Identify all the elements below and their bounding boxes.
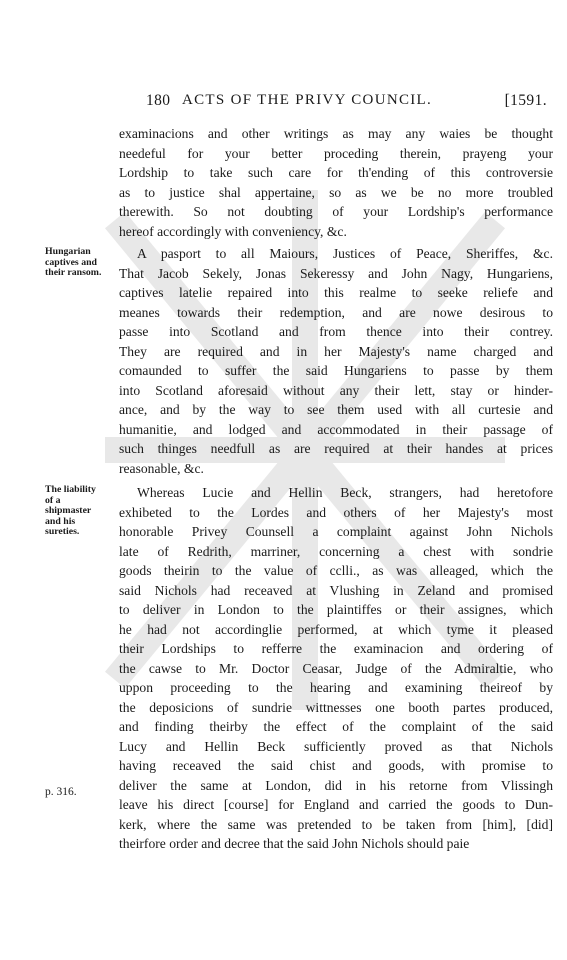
text-line: That Jacob Sekely, Jonas Sekeressy and John Nagy, Hungariens, [119,265,553,281]
text-line: to deliver in London to the plaintiffes or their assignes, which [119,602,553,617]
text-line: such thinges needfull as are required at their handes at prices [119,441,553,456]
text-line: as to justice shal appertaine, so as we be no more troubled [119,184,553,200]
text-line: passe into Scotland and from thence into their contrey. [119,324,553,339]
text-line: honorable Privey Counsell a complaint against John Nichols [119,524,553,539]
text-line: examinacions and other writings as may any waies be thought [119,126,553,141]
marginal-note-shipmaster-liability: The liability of a shipmaster and his sureties. [45,484,96,537]
text-line: ance, and by the way to see them used with all curtesie and [119,402,553,417]
text-line: and finding theirby the effect of the complaint of the said [119,719,553,734]
text-line: deliver the same at London, did in his retorne from Vlissingh [119,777,553,793]
text-line: the cawse to Mr. Doctor Ceasar, Judge of the Admiraltie, who [119,660,553,676]
paragraph-pasport [119,244,553,478]
text-line: Lordship to take such care for th'ending of this controversie [119,165,553,180]
running-title: ACTS OF THE PRIVY COUNCIL. [182,92,433,108]
text-line: needeful for your better proceding therein, prayeng your [119,145,553,161]
marginal-note-hungarian-captives: Hungarian captives and their ransom. [45,246,102,278]
text-line: leave his direct [course] for England and carried the goods to Dun- [119,797,553,812]
text-line: reasonable, &c. [119,460,204,476]
text-line: goods theirin to the value of cclli., as was alleaged, which the [119,563,553,578]
text-line: comaunded to suffer the said Hungariens to passe by them [119,363,553,378]
text-line: theirfore order and decree that the said John Nichols should paie [119,836,470,851]
text-line: said Nichols had receaved at Vlushing in Zeland and promised [119,582,553,598]
year-marker: [1591. [504,92,547,109]
text-line: They are required and in her Majesty's name charged and [119,343,553,359]
text-line: into Scotland aforesaid without any their lett, stay or hinder- [119,382,553,398]
text-line: Lucy and Hellin Beck sufficiently proved as that Nichols [119,738,553,754]
text-line: having receaved the said chist and goods, with promise to [119,758,553,773]
text-line: humanitie, and lodged and accommodated in their passage of [119,421,553,437]
text-line: hereof accordingly with conveniency, &c. [119,223,347,239]
text-line: A pasport to all Maiours, Justices of Peace, Sheriffes, &c. [137,246,553,261]
text-line: kerk, where the same was pretended to be taken from [him], [did] [119,816,553,832]
text-line: Whereas Lucie and Hellin Beck, strangers, had heretofore [137,485,553,500]
paragraph-continuation [119,124,553,241]
text-line: late of Redrith, marriner, concerning a chest with sondrie [119,543,553,559]
text-line: the deposicions of sundrie wittnesses one booth partes produced, [119,699,553,715]
page-reference: p. 316. [45,786,77,798]
text-line: he had not accordinglie performed, at which tyme it pleased [119,621,553,637]
text-line: captives latelie repaired into this realme to seeke reliefe and [119,285,553,300]
text-line: meanes towards their redemption, and are nowe desirous to [119,304,553,320]
text-line: their Lordships to refferre the examinacion and ordering of [119,641,553,656]
text-line: therewith. So not doubting of your Lordship's performance [119,204,553,219]
page-number: 180 [146,92,171,109]
paragraph-beck-complaint [119,483,553,854]
text-line: exhibeted to the Lordes and others of her Majesty's most [119,504,553,520]
text-line: uppon proceeding to the hearing and examining theireof by [119,680,553,695]
running-header [146,92,551,114]
